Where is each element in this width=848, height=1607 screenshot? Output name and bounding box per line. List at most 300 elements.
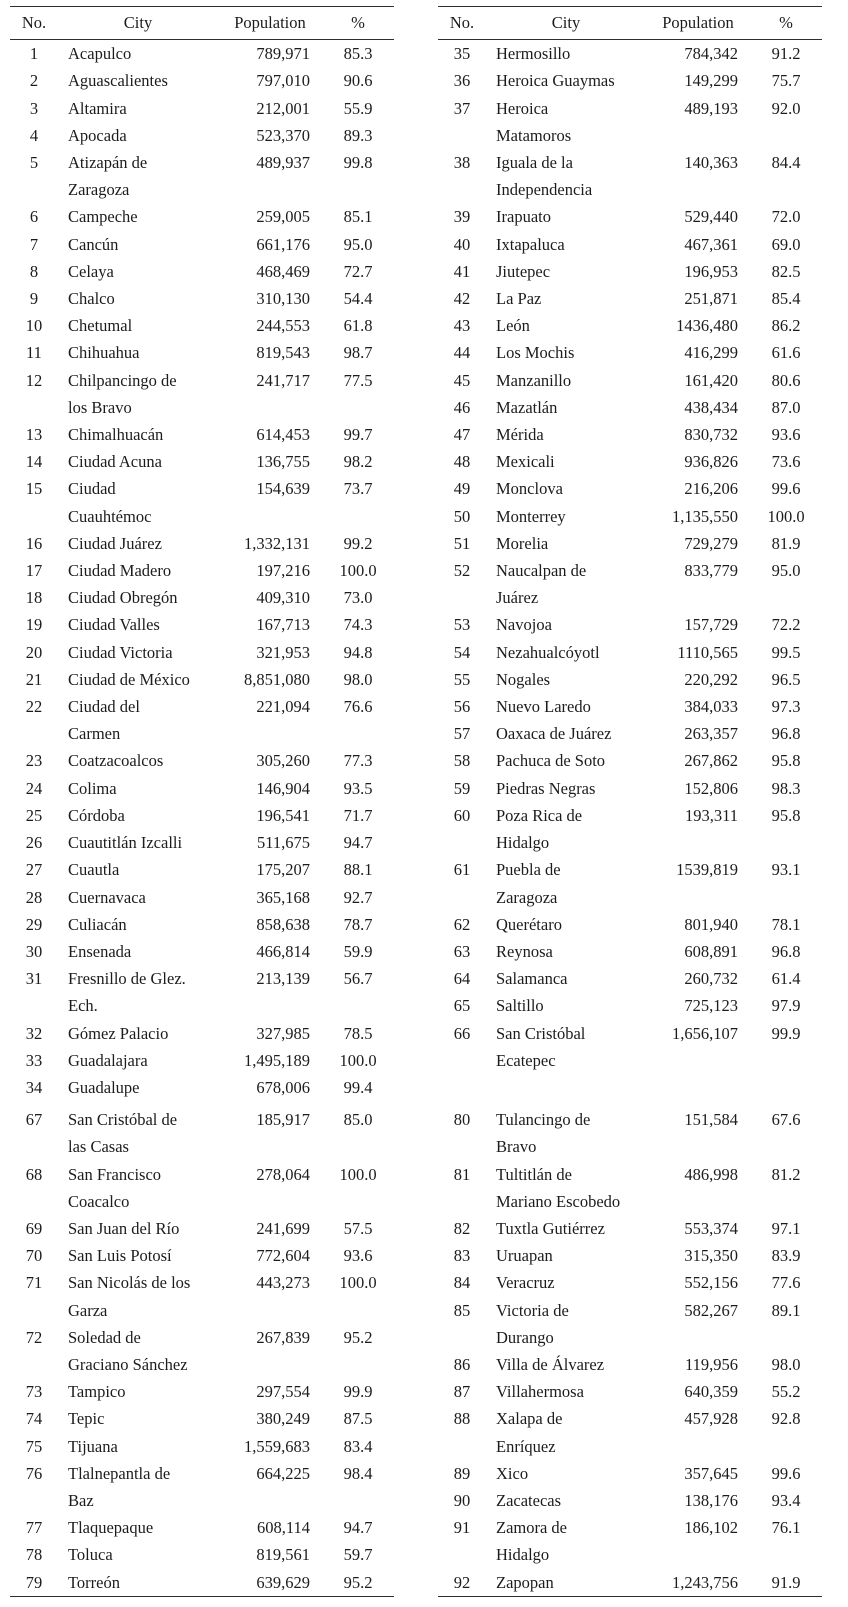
city-name-line: Durango bbox=[496, 1327, 554, 1347]
population-value: 154,639 bbox=[256, 479, 310, 499]
table-body bbox=[10, 40, 394, 1101]
table-row bbox=[438, 639, 822, 666]
table-row bbox=[10, 557, 394, 584]
percent-value: 93.6 bbox=[343, 1246, 373, 1266]
city-name: Cuernavaca bbox=[68, 887, 146, 907]
percent-value: 94.7 bbox=[343, 833, 373, 853]
population-value: 784,342 bbox=[684, 44, 738, 64]
city-name bbox=[486, 802, 646, 856]
row-number: 49 bbox=[453, 479, 471, 499]
table-row bbox=[10, 938, 394, 965]
city-name: Hermosillo bbox=[496, 44, 571, 64]
table-row bbox=[10, 448, 394, 475]
row-number: 39 bbox=[453, 207, 471, 227]
percent-value: 100.0 bbox=[339, 561, 377, 581]
row-number: 65 bbox=[453, 996, 471, 1016]
city-name bbox=[486, 1020, 646, 1074]
city-name: Guadalajara bbox=[68, 1050, 148, 1070]
city-name bbox=[58, 1161, 218, 1215]
table-row bbox=[438, 367, 822, 394]
row-number: 22 bbox=[25, 697, 43, 717]
population-value: 185,917 bbox=[256, 1110, 310, 1130]
percent-value: 100.0 bbox=[339, 1273, 377, 1293]
percent-value: 61.6 bbox=[771, 343, 801, 363]
percent-value: 98.0 bbox=[771, 1354, 801, 1374]
table-row bbox=[10, 1020, 394, 1047]
header-no: No. bbox=[10, 7, 58, 40]
city-name: Xico bbox=[496, 1463, 529, 1483]
table-row bbox=[438, 475, 822, 502]
header-population: Population bbox=[646, 7, 750, 40]
population-value: 438,434 bbox=[684, 397, 738, 417]
city-name: Veracruz bbox=[496, 1273, 555, 1293]
percent-value: 76.1 bbox=[771, 1518, 801, 1538]
city-name-line: las Casas bbox=[68, 1137, 129, 1157]
row-number: 83 bbox=[453, 1246, 471, 1266]
percent-value: 96.8 bbox=[771, 941, 801, 961]
row-number: 29 bbox=[25, 914, 43, 934]
row-number: 28 bbox=[25, 887, 43, 907]
city-name: Altamira bbox=[68, 98, 127, 118]
population-value: 553,374 bbox=[684, 1218, 738, 1238]
row-number: 43 bbox=[453, 316, 471, 336]
row-number: 32 bbox=[25, 1023, 43, 1043]
population-value: 552,156 bbox=[684, 1273, 738, 1293]
percent-value: 92.0 bbox=[771, 98, 801, 118]
city-name-line: Chilpancingo de bbox=[68, 370, 177, 390]
table-row bbox=[10, 775, 394, 802]
percent-value: 87.5 bbox=[343, 1409, 373, 1429]
city-name: Zapopan bbox=[496, 1572, 554, 1592]
table-row bbox=[10, 884, 394, 911]
percent-value: 87.0 bbox=[771, 397, 801, 417]
table-row bbox=[438, 394, 822, 421]
row-number: 88 bbox=[453, 1409, 471, 1429]
city-name: Apocada bbox=[68, 125, 127, 145]
city-name-line: Carmen bbox=[68, 724, 121, 744]
percent-value: 83.9 bbox=[771, 1246, 801, 1266]
percent-value: 72.0 bbox=[771, 207, 801, 227]
table-row bbox=[10, 367, 394, 421]
row-number: 61 bbox=[453, 860, 471, 880]
city-name: La Paz bbox=[496, 289, 542, 309]
city-name-line: San Cristóbal bbox=[496, 1023, 586, 1043]
row-number: 17 bbox=[25, 561, 43, 581]
city-name-line: Coacalco bbox=[68, 1191, 130, 1211]
table-row bbox=[438, 312, 822, 339]
percent-value: 80.6 bbox=[771, 370, 801, 390]
city-table-top-right bbox=[438, 6, 822, 1074]
table-row bbox=[438, 1460, 822, 1487]
city-name-line: Zamora de bbox=[496, 1518, 568, 1538]
row-number: 36 bbox=[453, 71, 471, 91]
population-value: 151,584 bbox=[684, 1110, 738, 1130]
table-row bbox=[438, 1405, 822, 1459]
row-number: 58 bbox=[453, 751, 471, 771]
table-row bbox=[10, 1514, 394, 1541]
percent-value: 85.1 bbox=[343, 207, 373, 227]
row-number: 91 bbox=[453, 1518, 471, 1538]
city-name-line: Mariano Escobedo bbox=[496, 1191, 621, 1211]
city-name-line: Garza bbox=[68, 1300, 108, 1320]
city-name-line: Heroica bbox=[496, 98, 549, 118]
city-name: San Luis Potosí bbox=[68, 1246, 172, 1266]
population-value: 582,267 bbox=[684, 1300, 738, 1320]
city-name: Culiacán bbox=[68, 914, 127, 934]
row-number: 40 bbox=[453, 234, 471, 254]
percent-value: 57.5 bbox=[343, 1218, 373, 1238]
city-name: Irapuato bbox=[496, 207, 551, 227]
city-name bbox=[58, 367, 218, 421]
city-name-line: los Bravo bbox=[68, 397, 132, 417]
population-value: 196,953 bbox=[684, 261, 738, 281]
table-row bbox=[10, 231, 394, 258]
table-row bbox=[438, 231, 822, 258]
city-name: Ciudad Acuna bbox=[68, 452, 162, 472]
population-value: 1,559,683 bbox=[244, 1436, 310, 1456]
population-value: 1539,819 bbox=[676, 860, 738, 880]
city-name: Ciudad Juárez bbox=[68, 533, 162, 553]
percent-value: 98.7 bbox=[343, 343, 373, 363]
city-name bbox=[486, 1514, 646, 1568]
row-number: 69 bbox=[25, 1218, 43, 1238]
city-name: Ciudad Obregón bbox=[68, 588, 178, 608]
city-name-line: Ciudad bbox=[68, 479, 116, 499]
row-number: 46 bbox=[453, 397, 471, 417]
population-value: 197,216 bbox=[256, 561, 310, 581]
row-number: 70 bbox=[25, 1246, 43, 1266]
percent-value: 98.3 bbox=[771, 778, 801, 798]
row-number: 55 bbox=[453, 669, 471, 689]
city-name bbox=[58, 149, 218, 203]
city-name: Saltillo bbox=[496, 996, 544, 1016]
population-value: 220,292 bbox=[684, 669, 738, 689]
percent-value: 97.9 bbox=[771, 996, 801, 1016]
row-number: 13 bbox=[25, 425, 43, 445]
city-name: Nuevo Laredo bbox=[496, 697, 591, 717]
city-name-line: Poza Rica de bbox=[496, 805, 583, 825]
row-number: 92 bbox=[453, 1572, 471, 1592]
city-name-line: Ecatepec bbox=[496, 1050, 556, 1070]
table-row bbox=[10, 856, 394, 883]
population-value: 175,207 bbox=[256, 860, 310, 880]
percent-value: 94.7 bbox=[343, 1518, 373, 1538]
row-number: 10 bbox=[25, 316, 43, 336]
city-name: Cancún bbox=[68, 234, 119, 254]
percent-value: 91.9 bbox=[771, 1572, 801, 1592]
percent-value: 89.3 bbox=[343, 125, 373, 145]
percent-value: 77.5 bbox=[343, 370, 373, 390]
table-row bbox=[10, 1405, 394, 1432]
city-name: Morelia bbox=[496, 533, 549, 553]
table-row bbox=[10, 67, 394, 94]
table-row bbox=[10, 122, 394, 149]
percent-value: 78.1 bbox=[771, 914, 801, 934]
table-row bbox=[10, 312, 394, 339]
row-number: 15 bbox=[25, 479, 43, 499]
percent-value: 84.4 bbox=[771, 153, 801, 173]
city-name: Tuxtla Gutiérrez bbox=[496, 1218, 605, 1238]
percent-value: 72.2 bbox=[771, 615, 801, 635]
percent-value: 92.8 bbox=[771, 1409, 801, 1429]
population-value: 1,135,550 bbox=[672, 506, 738, 526]
table-row bbox=[10, 1569, 394, 1597]
table-row bbox=[10, 584, 394, 611]
population-value: 186,102 bbox=[684, 1518, 738, 1538]
percent-value: 100.0 bbox=[339, 1050, 377, 1070]
percent-value: 95.2 bbox=[343, 1572, 373, 1592]
population-value: 193,311 bbox=[684, 805, 738, 825]
population-value: 167,713 bbox=[256, 615, 310, 635]
table-row bbox=[438, 503, 822, 530]
city-name-line: Hidalgo bbox=[496, 833, 550, 853]
table-row bbox=[10, 1106, 394, 1160]
population-value: 511,675 bbox=[256, 833, 310, 853]
percent-value: 93.4 bbox=[771, 1490, 801, 1510]
city-name: Tijuana bbox=[68, 1436, 118, 1456]
table-row bbox=[438, 1215, 822, 1242]
population-value: 858,638 bbox=[256, 914, 310, 934]
table-row bbox=[10, 1324, 394, 1378]
row-number: 25 bbox=[25, 805, 43, 825]
table-row bbox=[438, 911, 822, 938]
table-row bbox=[10, 829, 394, 856]
percent-value: 83.4 bbox=[343, 1436, 373, 1456]
city-name bbox=[486, 149, 646, 203]
percent-value: 74.3 bbox=[343, 615, 373, 635]
population-value: 936,826 bbox=[684, 452, 738, 472]
city-name: Mazatlán bbox=[496, 397, 558, 417]
table-row bbox=[10, 1074, 394, 1101]
city-name: Tepic bbox=[68, 1409, 105, 1429]
table-row bbox=[438, 448, 822, 475]
population-value: 136,755 bbox=[256, 452, 310, 472]
population-value: 216,206 bbox=[684, 479, 738, 499]
percent-value: 99.9 bbox=[771, 1023, 801, 1043]
row-number: 53 bbox=[453, 615, 471, 635]
percent-value: 55.2 bbox=[771, 1382, 801, 1402]
percent-value: 73.6 bbox=[771, 452, 801, 472]
city-name: Ciudad de México bbox=[68, 669, 190, 689]
city-name: Ciudad Madero bbox=[68, 561, 172, 581]
percent-value: 85.4 bbox=[771, 289, 801, 309]
row-number: 71 bbox=[25, 1273, 43, 1293]
percent-value: 99.4 bbox=[343, 1077, 373, 1097]
city-name bbox=[486, 856, 646, 910]
percent-value: 97.1 bbox=[771, 1218, 801, 1238]
percent-value: 88.1 bbox=[343, 860, 373, 880]
population-value: 149,299 bbox=[684, 71, 738, 91]
population-value: 466,814 bbox=[256, 941, 310, 961]
percent-value: 95.2 bbox=[343, 1327, 373, 1347]
row-number: 30 bbox=[25, 941, 43, 961]
row-number: 82 bbox=[453, 1218, 471, 1238]
population-value: 523,370 bbox=[256, 125, 310, 145]
city-name: Piedras Negras bbox=[496, 778, 596, 798]
table-row bbox=[10, 747, 394, 774]
city-name bbox=[58, 475, 218, 529]
population-value: 212,001 bbox=[256, 98, 310, 118]
population-value: 409,310 bbox=[256, 588, 310, 608]
table-row bbox=[438, 1487, 822, 1514]
percent-value: 90.6 bbox=[343, 71, 373, 91]
row-number: 11 bbox=[26, 343, 42, 363]
city-name bbox=[486, 95, 646, 149]
city-name: Acapulco bbox=[68, 44, 132, 64]
row-number: 19 bbox=[25, 615, 43, 635]
row-number: 72 bbox=[25, 1327, 43, 1347]
population-value: 489,193 bbox=[684, 98, 738, 118]
percent-value: 61.8 bbox=[343, 316, 373, 336]
city-name-line: San Nicolás de los bbox=[68, 1273, 191, 1293]
city-name bbox=[58, 1460, 218, 1514]
table-row bbox=[438, 95, 822, 149]
row-number: 42 bbox=[453, 289, 471, 309]
row-number: 21 bbox=[25, 669, 43, 689]
row-number: 14 bbox=[25, 452, 43, 472]
row-number: 47 bbox=[453, 425, 471, 445]
population-value: 196,541 bbox=[256, 805, 310, 825]
population-value: 251,871 bbox=[684, 289, 738, 309]
row-number: 38 bbox=[453, 153, 471, 173]
row-number: 24 bbox=[25, 778, 43, 798]
city-name-line: San Francisco bbox=[68, 1164, 162, 1184]
table-row bbox=[438, 1514, 822, 1568]
table-row bbox=[438, 421, 822, 448]
percent-value: 99.9 bbox=[343, 1382, 373, 1402]
header-row bbox=[438, 7, 822, 40]
header-city: City bbox=[58, 7, 218, 40]
table-row bbox=[438, 1106, 822, 1160]
percent-value: 91.2 bbox=[771, 44, 801, 64]
table-header bbox=[10, 7, 394, 40]
row-number: 41 bbox=[453, 261, 471, 281]
city-name: Tlaquepaque bbox=[68, 1518, 154, 1538]
percent-value: 98.4 bbox=[343, 1463, 373, 1483]
percent-value: 59.9 bbox=[343, 941, 373, 961]
city-name-line: Enríquez bbox=[496, 1436, 556, 1456]
city-name: Nogales bbox=[496, 669, 551, 689]
city-name: León bbox=[496, 316, 530, 336]
table-row bbox=[10, 530, 394, 557]
row-number: 60 bbox=[453, 805, 471, 825]
row-number: 74 bbox=[25, 1409, 43, 1429]
table-header bbox=[438, 7, 822, 40]
header-percent: % bbox=[322, 7, 394, 40]
row-number: 63 bbox=[453, 941, 471, 961]
table-row bbox=[438, 1242, 822, 1269]
table-row bbox=[10, 1460, 394, 1514]
row-number: 18 bbox=[25, 588, 43, 608]
table-row bbox=[438, 1297, 822, 1351]
header-no: No. bbox=[438, 7, 486, 40]
table-row bbox=[438, 67, 822, 94]
population-value: 138,176 bbox=[684, 1490, 738, 1510]
population-value: 305,260 bbox=[256, 751, 310, 771]
city-name-line: Bravo bbox=[496, 1137, 537, 1157]
city-name: Torreón bbox=[68, 1572, 120, 1592]
city-name bbox=[58, 1106, 218, 1160]
city-name: Guadalupe bbox=[68, 1077, 140, 1097]
table-row bbox=[10, 40, 394, 68]
city-name-line: Tlalnepantla de bbox=[68, 1463, 171, 1483]
city-name: Heroica Guaymas bbox=[496, 71, 615, 91]
population-value: 278,064 bbox=[256, 1164, 310, 1184]
city-name: Manzanillo bbox=[496, 370, 572, 390]
city-name-line: Ciudad del bbox=[68, 697, 140, 717]
row-number: 44 bbox=[453, 343, 471, 363]
population-value: 1,332,131 bbox=[244, 533, 310, 553]
table-row bbox=[438, 339, 822, 366]
population-value: 664,225 bbox=[256, 1463, 310, 1483]
city-name-line: Naucalpan de bbox=[496, 561, 587, 581]
table-row bbox=[10, 258, 394, 285]
city-name-line: Juárez bbox=[496, 588, 539, 608]
table-row bbox=[10, 611, 394, 638]
city-name-line: Zaragoza bbox=[68, 180, 130, 200]
city-name-line: San Cristóbal de bbox=[68, 1110, 178, 1130]
row-number: 6 bbox=[29, 207, 39, 227]
percent-value: 95.0 bbox=[343, 234, 373, 254]
table-segment-bottom bbox=[10, 1106, 848, 1597]
table-segment-top bbox=[10, 6, 848, 1101]
row-number: 34 bbox=[25, 1077, 43, 1097]
city-name-line: Matamoros bbox=[496, 125, 572, 145]
city-name: Mexicali bbox=[496, 452, 555, 472]
row-number: 1 bbox=[29, 44, 39, 64]
row-number: 48 bbox=[453, 452, 471, 472]
row-number: 56 bbox=[453, 697, 471, 717]
city-name: Chalco bbox=[68, 289, 115, 309]
percent-value: 54.4 bbox=[343, 289, 373, 309]
table-row bbox=[10, 475, 394, 529]
row-number: 57 bbox=[453, 724, 471, 744]
table-row bbox=[438, 1161, 822, 1215]
table-row bbox=[438, 40, 822, 68]
population-value: 789,971 bbox=[256, 44, 310, 64]
row-number: 80 bbox=[453, 1110, 471, 1130]
percent-value: 85.3 bbox=[343, 44, 373, 64]
row-number: 35 bbox=[453, 44, 471, 64]
row-number: 62 bbox=[453, 914, 471, 934]
table-row bbox=[10, 339, 394, 366]
city-name: Zacatecas bbox=[496, 1490, 562, 1510]
table-row bbox=[438, 965, 822, 992]
table-row bbox=[438, 693, 822, 720]
percent-value: 73.7 bbox=[343, 479, 373, 499]
population-value: 8,851,080 bbox=[244, 669, 310, 689]
population-value: 468,469 bbox=[256, 261, 310, 281]
percent-value: 59.7 bbox=[343, 1545, 373, 1565]
city-name-line: Tultitlán de bbox=[496, 1164, 572, 1184]
table-row bbox=[10, 1541, 394, 1568]
row-number: 5 bbox=[29, 153, 39, 173]
population-value: 608,114 bbox=[256, 1518, 310, 1538]
row-number: 84 bbox=[453, 1273, 471, 1293]
row-number: 67 bbox=[25, 1110, 43, 1130]
population-value: 384,033 bbox=[684, 697, 738, 717]
row-number: 54 bbox=[453, 642, 471, 662]
population-value: 801,940 bbox=[684, 914, 738, 934]
city-name: Ciudad Valles bbox=[68, 615, 160, 635]
population-value: 729,279 bbox=[684, 533, 738, 553]
row-number: 4 bbox=[29, 125, 39, 145]
table-row bbox=[438, 1269, 822, 1296]
percent-value: 78.7 bbox=[343, 914, 373, 934]
table-row bbox=[10, 802, 394, 829]
city-name-line: Iguala de la bbox=[496, 153, 573, 173]
population-value: 213,139 bbox=[256, 969, 310, 989]
